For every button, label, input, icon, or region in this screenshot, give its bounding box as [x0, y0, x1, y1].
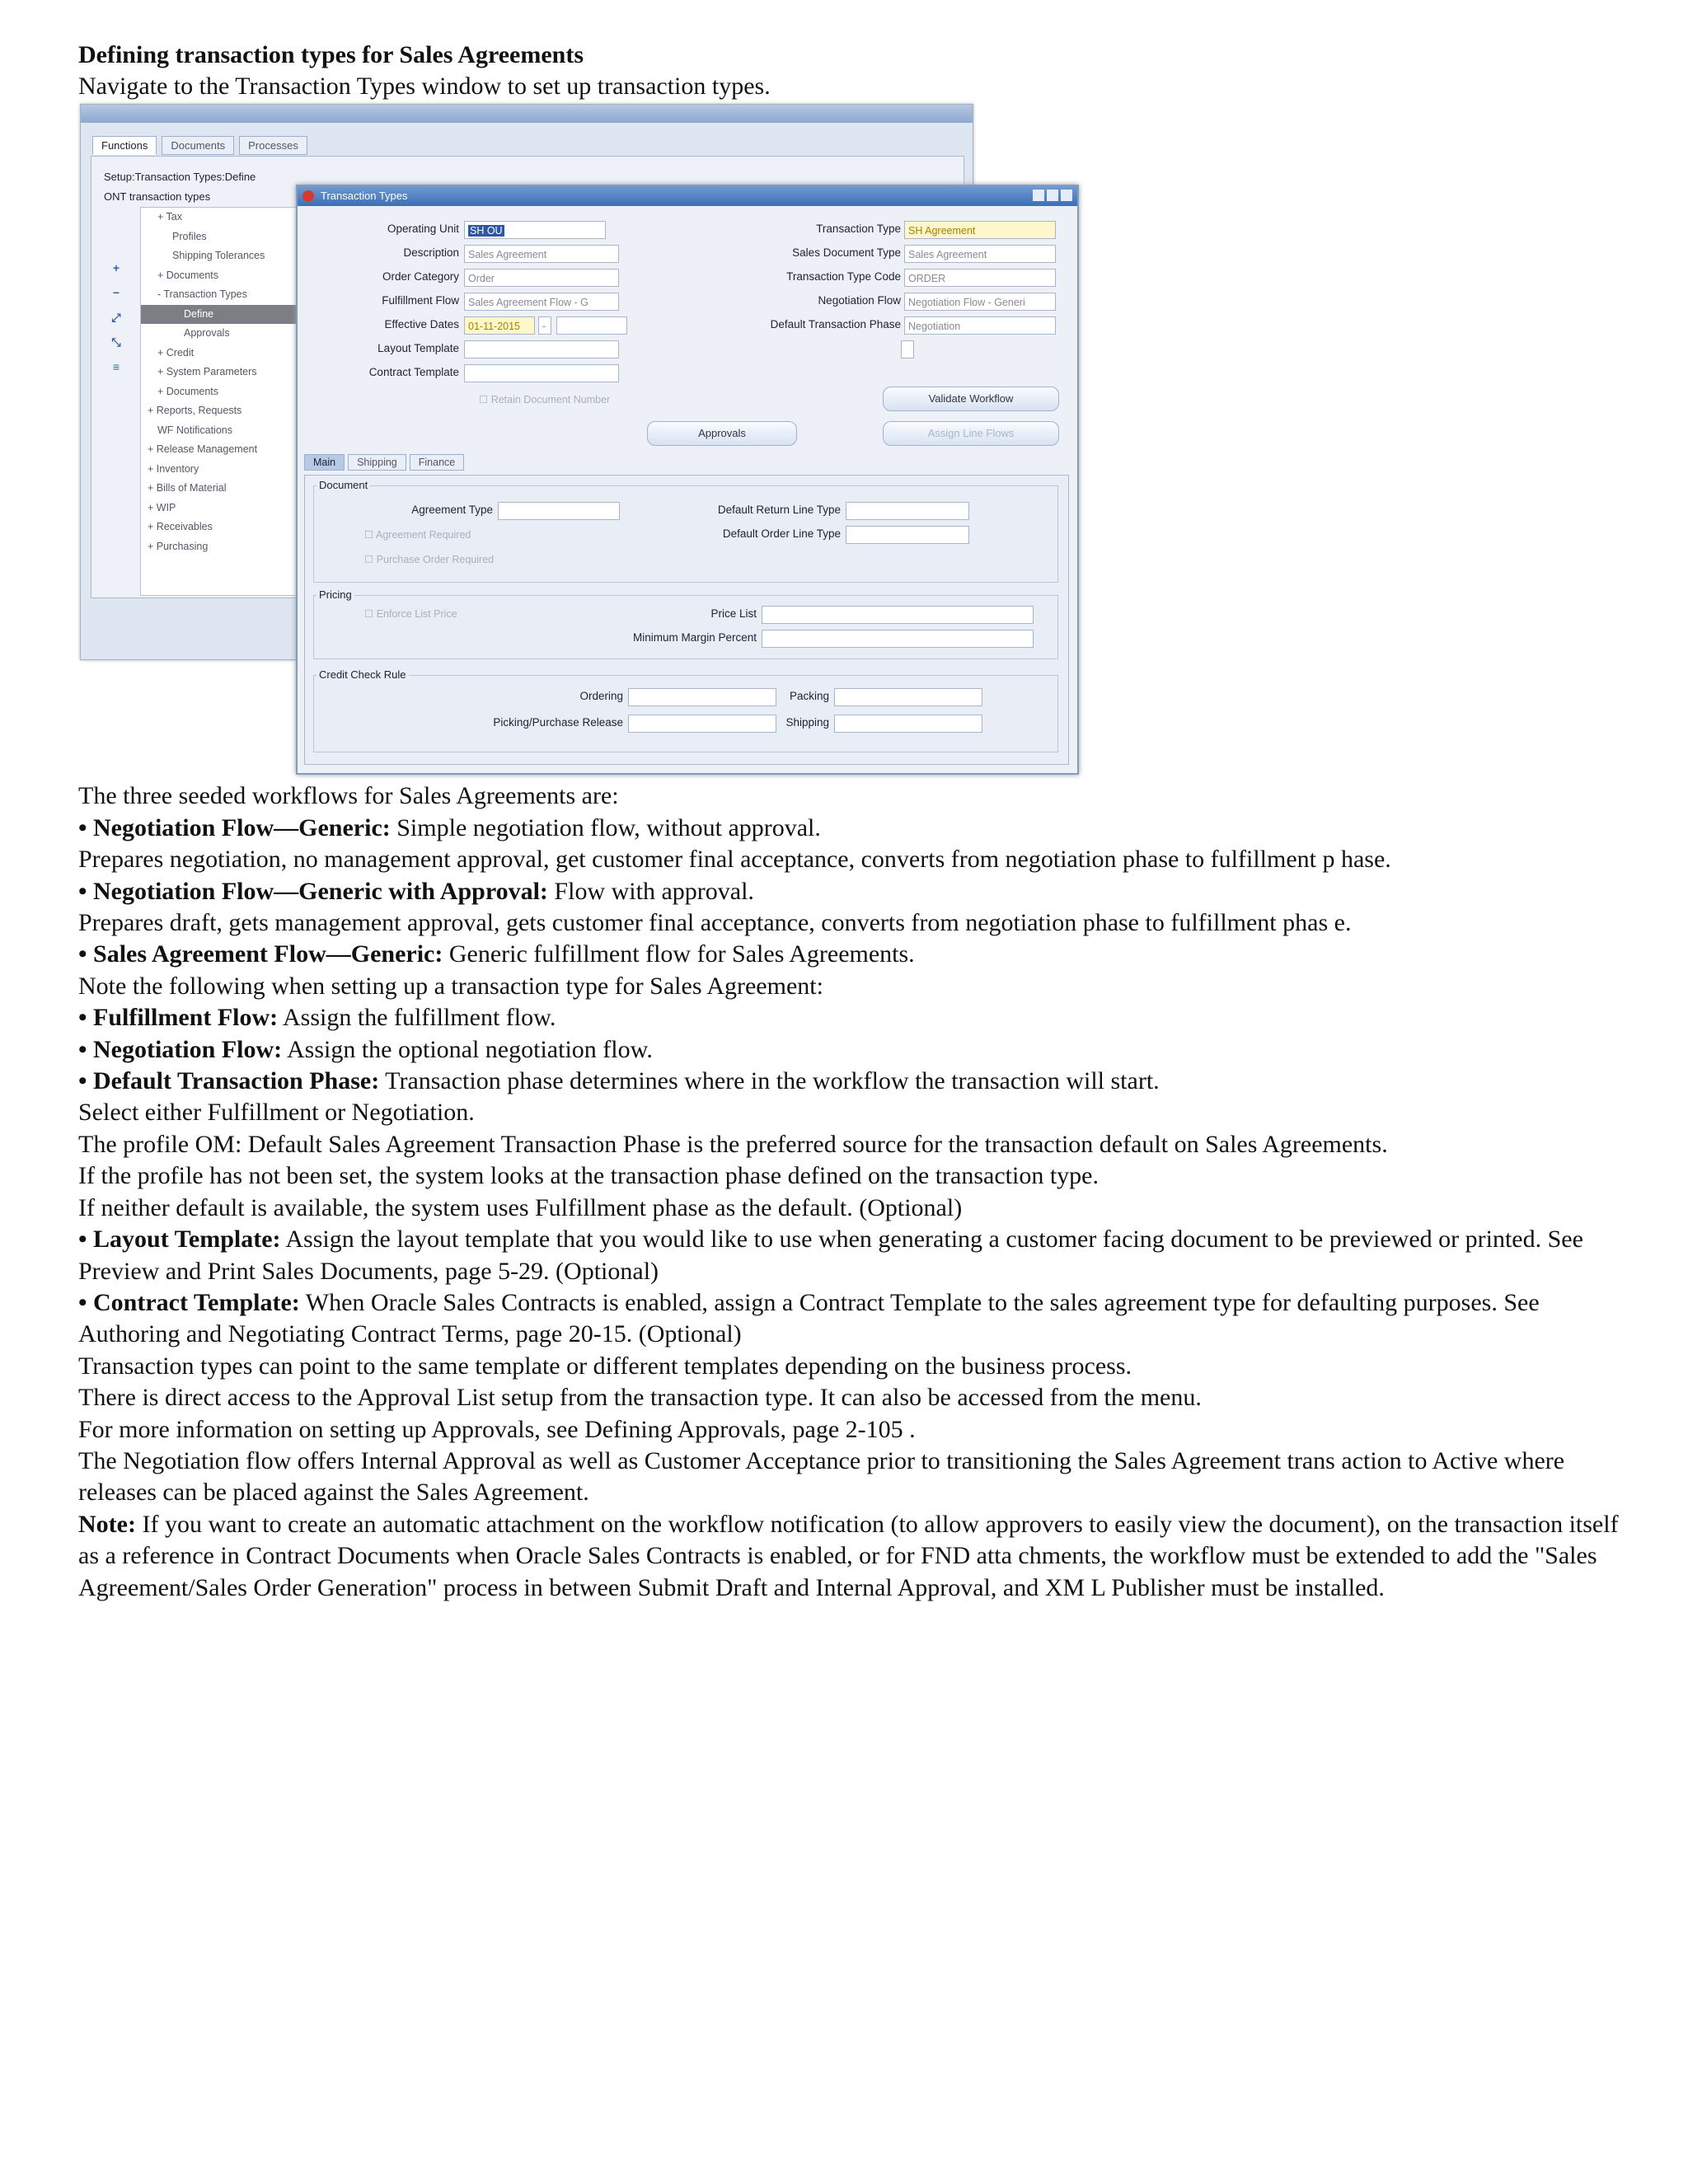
- label-default-order-line-type: Default Order Line Type: [722, 527, 841, 541]
- body-text: [78, 780, 1644, 1604]
- transaction-type-code-field[interactable]: ORDER: [904, 269, 1056, 287]
- close-icon[interactable]: [1061, 190, 1072, 201]
- label-sales-document-type: Sales Document Type: [792, 246, 901, 260]
- paragraph: Select either Fulfillment or Negotiation.: [78, 1099, 475, 1127]
- label-default-transaction-phase: Default Transaction Phase: [770, 318, 901, 331]
- bullet-text: Assign the optional negotiation flow.: [282, 1035, 653, 1063]
- bullet: [78, 1287, 1644, 1351]
- bullet: [78, 1034, 1644, 1066]
- bullet-title: • Negotiation Flow—Generic:: [78, 813, 391, 841]
- bullet: [78, 876, 1644, 907]
- tree-item[interactable]: + Release Management: [148, 443, 258, 456]
- bullet-title: • Negotiation Flow—Generic with Approval:: [78, 877, 548, 905]
- label-ordering: Ordering: [579, 690, 623, 703]
- bullet-title: • Sales Agreement Flow—Generic:: [78, 940, 443, 968]
- approvals-button[interactable]: Approvals: [647, 421, 797, 446]
- operating-unit-field[interactable]: SH OU: [464, 221, 606, 239]
- bullet-title: • Default Transaction Phase:: [78, 1067, 380, 1095]
- navigator-tabs: [92, 136, 307, 155]
- main-tab-panel: [304, 475, 1069, 765]
- detail-tabs: [304, 454, 464, 471]
- bullet-text: Flow with approval.: [547, 877, 754, 905]
- ont-label: ONT transaction types: [104, 190, 211, 204]
- tree-item[interactable]: + Credit: [157, 346, 195, 359]
- tab-processes[interactable]: Processes: [239, 136, 307, 155]
- transaction-type-field[interactable]: SH Agreement: [904, 221, 1056, 239]
- tree-item[interactable]: + Documents: [157, 269, 218, 281]
- paragraph: Prepares draft, gets management approval, gets customer final acceptance, converts from negotiation phase to fulfillment phas e.: [78, 909, 1352, 937]
- label-price-list: Price List: [710, 607, 757, 621]
- paragraph: Transaction types can point to the same template or different templates depending on the business process.: [78, 1352, 1132, 1380]
- label-operating-unit: Operating Unit: [387, 223, 459, 236]
- enforce-list-price-checkbox[interactable]: ☐ Enforce List Price: [364, 607, 457, 620]
- note-text: If you want to create an automatic attachment on the workflow notification (to allow approvers to easily view the document), on the transaction itself as a reference in Contract Documents when Oracle Sales Contracts is enabled, or for FND atta chments, the workflow must be extended to add the "Sales Agreement/Sales Order Generation" process in between Submit Draft and Internal Approval, and XM L Publisher must be installed.: [78, 1510, 1619, 1601]
- label-transaction-type-code: Transaction Type Code: [786, 270, 901, 284]
- label-agreement-type: Agreement Type: [411, 504, 493, 517]
- intro-text: Navigate to the Transaction Types window to set up transaction types.: [78, 73, 771, 100]
- label-effective-dates: Effective Dates: [384, 318, 459, 331]
- paragraph: The three seeded workflows for Sales Agreements are:: [78, 782, 619, 810]
- tree-item[interactable]: Shipping Tolerances: [172, 250, 265, 262]
- tree-item[interactable]: Approvals: [184, 327, 230, 340]
- label-layout-template: Layout Template: [377, 342, 459, 355]
- date-separator: -: [538, 316, 551, 335]
- agreement-required-checkbox[interactable]: ☐ Agreement Required: [364, 528, 471, 541]
- label-shipping: Shipping: [785, 716, 829, 729]
- paragraph: Note the following when setting up a transaction type for Sales Agreement:: [78, 972, 823, 1000]
- bullet-title: • Negotiation Flow:: [78, 1035, 283, 1063]
- po-required-checkbox[interactable]: ☐ Purchase Order Required: [364, 553, 494, 565]
- bullet-text: Assign the layout template that you would like to use when generating a customer facing document to be previewed or printed. See Preview and Print Sales Documents, page 5-29. (Optional): [78, 1226, 1583, 1285]
- paragraph: There is direct access to the Approval List setup from the transaction type. It can also be accessed from the menu.: [78, 1384, 1202, 1412]
- tree-item[interactable]: + Reports, Requests: [148, 405, 242, 417]
- label-fulfillment-flow: Fulfillment Flow: [382, 294, 459, 307]
- tree-item[interactable]: + Inventory: [148, 462, 199, 475]
- oracle-icon: [302, 190, 314, 202]
- document-group-title: Document: [316, 479, 370, 491]
- navigator-side-buttons: [109, 261, 129, 385]
- plus-icon[interactable]: +: [112, 261, 120, 275]
- bullet-text: When Oracle Sales Contracts is enabled, assign a Contract Template to the sales agreement type for defaulting purposes. See Authoring and Negotiating Contract Terms, page 20-15. (Optional): [78, 1288, 1540, 1348]
- tree-item[interactable]: + Purchasing: [148, 540, 209, 552]
- setup-path: Setup:Transaction Types:Define: [104, 171, 256, 184]
- tree-item[interactable]: WF Notifications: [157, 424, 232, 436]
- label-order-category: Order Category: [382, 270, 459, 284]
- pricing-group-title: Pricing: [316, 588, 354, 601]
- pricing-group: [313, 595, 1058, 659]
- transaction-types-window: [296, 185, 1079, 775]
- tab-main[interactable]: Main: [304, 454, 345, 471]
- minimize-icon[interactable]: [1033, 190, 1044, 201]
- paragraph: If the profile has not been set, the system looks at the transaction phase defined on the transaction type.: [78, 1162, 1099, 1190]
- label-picking-purchase-release: Picking/Purchase Release: [493, 716, 623, 729]
- assign-line-flows-button[interactable]: Assign Line Flows: [883, 421, 1059, 446]
- bullet-text: Transaction phase determines where in the workflow the transaction will start.: [379, 1067, 1160, 1095]
- tree-item-selected[interactable]: Define: [141, 305, 380, 325]
- tree-item[interactable]: + Receivables: [148, 521, 213, 533]
- flex-field-box[interactable]: [901, 340, 914, 359]
- label-minimum-margin-percent: Minimum Margin Percent: [632, 631, 757, 644]
- sales-document-type-field[interactable]: Sales Agreement: [904, 245, 1056, 263]
- expand-icon[interactable]: ⤢: [111, 311, 121, 325]
- label-negotiation-flow: Negotiation Flow: [818, 294, 901, 307]
- tree-item[interactable]: + WIP: [148, 501, 176, 513]
- bullet-text: Simple negotiation flow, without approval.: [390, 813, 821, 841]
- navigator-title-bar: [81, 105, 973, 123]
- paragraph: The Negotiation flow offers Internal Approval as well as Customer Acceptance prior to transitioning the Sales Agreement trans action to Active where releases can be placed against the Sales Agreement.: [78, 1446, 1565, 1507]
- packing-field[interactable]: [834, 688, 982, 706]
- minimum-margin-percent-field[interactable]: [762, 630, 1034, 648]
- layout-template-field[interactable]: [464, 340, 619, 359]
- paragraph: The profile OM: Default Sales Agreement Transaction Phase is the preferred source for the transaction default on Sales Agreements.: [78, 1130, 1388, 1158]
- ordering-field[interactable]: [628, 688, 776, 706]
- bullet: [78, 939, 1644, 970]
- tree-item[interactable]: + Tax: [157, 211, 182, 223]
- contract-template-field[interactable]: [464, 364, 619, 382]
- label-contract-template: Contract Template: [368, 366, 459, 379]
- effective-date-to-field[interactable]: [556, 316, 627, 335]
- tree-item[interactable]: + Documents: [157, 385, 218, 397]
- bullet: [78, 1066, 1644, 1097]
- window-title-bar: [298, 186, 1077, 206]
- default-return-line-type-field[interactable]: [846, 502, 969, 520]
- note-label: Note:: [78, 1510, 136, 1538]
- credit-check-group-title: Credit Check Rule: [316, 668, 409, 681]
- fulfillment-flow-field[interactable]: Sales Agreement Flow - G: [464, 293, 619, 311]
- tab-shipping[interactable]: Shipping: [348, 454, 406, 471]
- credit-check-group: [313, 675, 1058, 752]
- transaction-types-screenshot: [80, 104, 1102, 776]
- tab-finance[interactable]: Finance: [410, 454, 464, 471]
- bullet-title: • Fulfillment Flow:: [78, 1004, 279, 1032]
- paragraph: Prepares negotiation, no management approval, get customer final acceptance, converts from negotiation phase to fulfillment p hase.: [78, 846, 1391, 874]
- note-paragraph: [78, 1509, 1644, 1604]
- picking-purchase-release-field[interactable]: [628, 715, 776, 733]
- tree-item[interactable]: - Transaction Types: [157, 288, 247, 301]
- label-default-return-line-type: Default Return Line Type: [717, 504, 841, 517]
- description-field[interactable]: Sales Agreement: [464, 245, 619, 263]
- retain-document-number-checkbox[interactable]: ☐ Retain Document Number: [479, 393, 610, 405]
- window-title: Transaction Types: [321, 190, 408, 203]
- tree-item[interactable]: Profiles: [172, 230, 207, 242]
- tree-item[interactable]: + Bills of Material: [148, 482, 227, 494]
- expand-all-icon[interactable]: ≡: [112, 360, 120, 374]
- tree-item[interactable]: + System Parameters: [157, 366, 257, 378]
- minus-icon[interactable]: −: [112, 286, 120, 300]
- shipping-field[interactable]: [834, 715, 982, 733]
- negotiation-flow-field[interactable]: Negotiation Flow - Generi: [904, 293, 1056, 311]
- bullet-text: Assign the fulfillment flow.: [278, 1004, 556, 1032]
- bullet-title: • Contract Template:: [78, 1288, 300, 1316]
- document: [78, 40, 1644, 1604]
- section-heading: Defining transaction types for Sales Agreements: [78, 41, 584, 68]
- effective-date-from-field[interactable]: 01-11-2015: [464, 316, 535, 335]
- bullet: [78, 1002, 1644, 1033]
- price-list-field[interactable]: [762, 606, 1034, 624]
- label-description: Description: [403, 246, 459, 260]
- bullet-title: • Layout Template:: [78, 1226, 281, 1254]
- bullet: [78, 813, 1644, 844]
- order-category-field[interactable]: Order: [464, 269, 619, 287]
- default-transaction-phase-field[interactable]: Negotiation: [904, 316, 1056, 335]
- bullet: [78, 1224, 1644, 1287]
- window-controls: [1033, 190, 1072, 201]
- paragraph: For more information on setting up Approvals, see Defining Approvals, page 2-105 .: [78, 1415, 916, 1443]
- label-packing: Packing: [789, 690, 829, 703]
- maximize-icon[interactable]: [1047, 190, 1058, 201]
- validate-workflow-button[interactable]: Validate Workflow: [883, 387, 1059, 411]
- default-order-line-type-field[interactable]: [846, 526, 969, 544]
- tab-functions[interactable]: Functions: [92, 136, 157, 155]
- agreement-type-field[interactable]: [498, 502, 620, 520]
- collapse-icon[interactable]: ⤡: [111, 335, 121, 349]
- label-transaction-type: Transaction Type: [816, 223, 901, 236]
- bullet-text: Generic fulfillment flow for Sales Agreements.: [443, 940, 915, 968]
- tab-documents[interactable]: Documents: [162, 136, 234, 155]
- paragraph: If neither default is available, the system uses Fulfillment phase as the default. (Optional): [78, 1193, 963, 1221]
